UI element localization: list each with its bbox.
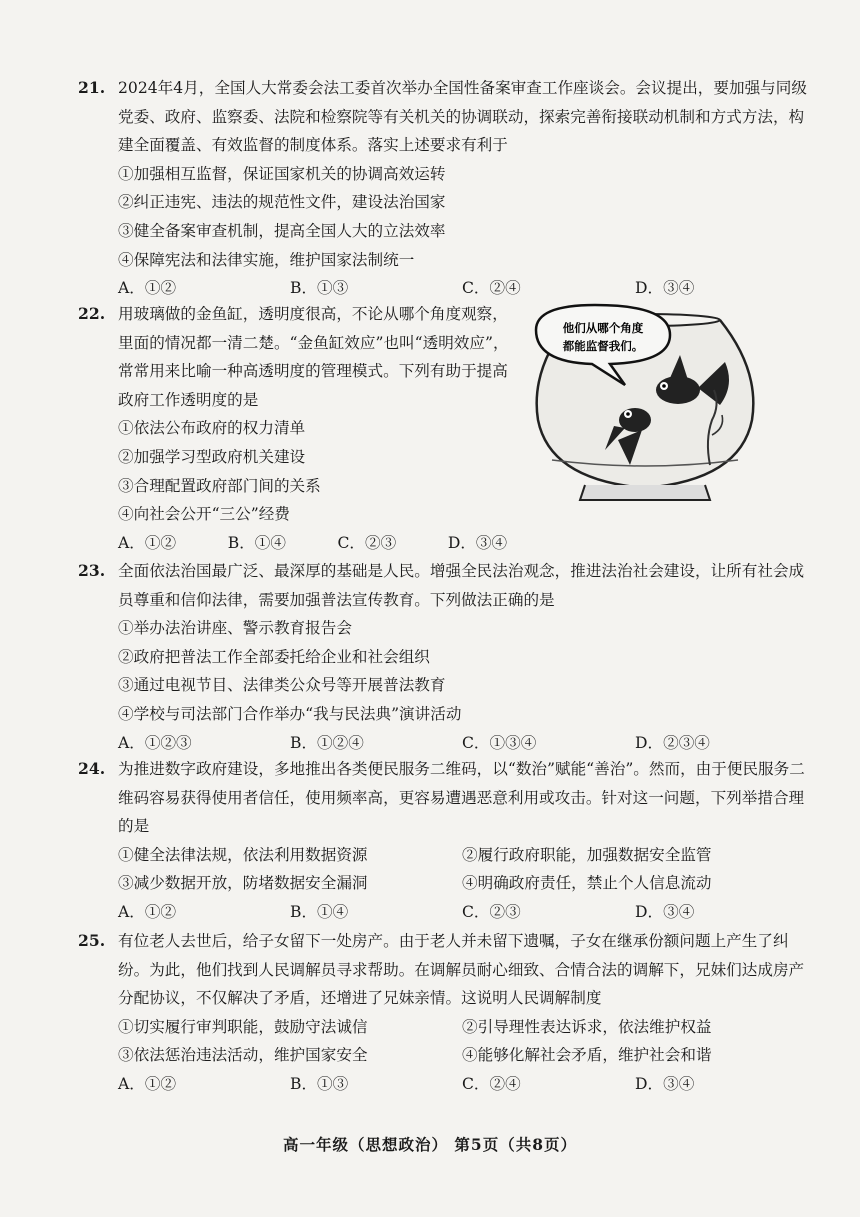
answer-a[interactable]: A．①②③	[118, 733, 192, 752]
answer-b[interactable]: B．①②④	[290, 733, 364, 752]
answer-d[interactable]: D．③④	[635, 1074, 695, 1093]
option-3: ③通过电视节目、法律类公众号等开展普法教育	[118, 676, 446, 695]
answer-d[interactable]: D．②③④	[635, 733, 710, 752]
question-number: 25.	[78, 931, 106, 950]
question-stem: 有位老人去世后，给子女留下一处房产。由于老人并未留下遗嘱，子女在继承份额问题上产生了纠纷。为此，他们找到人民调解员寻求帮助。在调解员耐心细致、合情合法的调解下，兄妹们达成房产分配协议，不仅解决了矛盾，还增进了兄妹亲情。这说明人民调解制度	[118, 932, 805, 1008]
answer-d[interactable]: D．③④	[635, 279, 695, 298]
option-2: ②加强学习型政府机关建设	[118, 447, 306, 466]
question-stem: 2024年4月，全国人大常委会法工委首次举办全国性备案审查工作座谈会。会议提出，要加强与同级党委、政府、监察委、法院和检察院等有关机关的协调联动，探索完善衔接联动机制和方式方法，构建全面覆盖、有效监督的制度体系。落实上述要求有利于	[118, 79, 807, 155]
answer-b[interactable]: B．①③	[290, 1074, 349, 1093]
answer-choices	[118, 1070, 808, 1099]
answer-c[interactable]: C．①③④	[462, 733, 537, 752]
option-1: ①切实履行审判职能，鼓励守法诚信	[118, 1017, 368, 1036]
page-footer: 高一年级（思想政治） 第5页（共8页）	[283, 1135, 577, 1154]
answer-choices	[118, 898, 808, 927]
answer-c[interactable]: C．②④	[462, 279, 521, 298]
answer-d[interactable]: D．③④	[447, 533, 508, 552]
option-3: ③健全备案审查机制，提高全国人大的立法效率	[118, 221, 446, 240]
question-stem: 为推进数字政府建设，多地推出各类便民服务二维码，以“数治”赋能“善治”。然而，由于便民服务二维码容易获得使用者信任，使用频率高，更容易遭遇恶意利用或攻击。针对这一问题，下列举措合理的是	[118, 760, 805, 836]
option-1: ①举办法治讲座、警示教育报告会	[118, 619, 352, 638]
answer-a[interactable]: A．①②	[118, 1074, 177, 1093]
answer-c[interactable]: C．②③	[462, 902, 521, 921]
option-1: ①健全法律法规，依法利用数据资源	[118, 845, 368, 864]
speech-line-1: 他们从哪个角度	[562, 321, 644, 335]
answer-c[interactable]: C．②④	[462, 1074, 521, 1093]
option-3: ③依法惩治违法活动，维护国家安全	[118, 1046, 368, 1065]
question-number: 23.	[78, 561, 106, 580]
option-1: ①加强相互监督，保证国家机关的协调高效运转	[118, 164, 446, 183]
option-4: ④学校与司法部门合作举办“我与民法典”演讲活动	[118, 704, 462, 723]
question-21	[78, 74, 808, 303]
question-25	[78, 927, 808, 1099]
option-3: ③减少数据开放，防堵数据安全漏洞	[118, 874, 368, 893]
answer-a[interactable]: A．①②	[118, 279, 177, 298]
answer-c[interactable]: C．②③	[337, 533, 397, 552]
answer-b[interactable]: B．①③	[290, 279, 349, 298]
option-2: ②引导理性表达诉求，依法维护权益	[462, 1017, 712, 1036]
option-4: ④明确政府责任，禁止个人信息流动	[462, 874, 712, 893]
answer-b[interactable]: B．①④	[290, 902, 349, 921]
speech-line-2: 都能监督我们。	[562, 339, 644, 353]
question-stem: 全面依法治国最广泛、最深厚的基础是人民。增强全民法治观念，推进法治社会建设，让所有社会成员尊重和信仰法律，需要加强普法宣传教育。下列做法正确的是	[118, 562, 805, 609]
option-2: ②纠正违宪、违法的规范性文件，建设法治国家	[118, 193, 446, 212]
option-4: ④向社会公开“三公”经费	[118, 505, 290, 524]
option-4: ④能够化解社会矛盾，维护社会和谐	[462, 1046, 712, 1065]
question-22	[78, 300, 518, 557]
question-23	[78, 557, 808, 757]
answer-a[interactable]: A．①②	[118, 533, 177, 552]
question-number: 22.	[78, 304, 106, 323]
option-2: ②履行政府职能，加强数据安全监管	[462, 845, 712, 864]
answer-b[interactable]: B．①④	[227, 533, 286, 552]
question-stem: 用玻璃做的金鱼缸，透明度很高，不论从哪个角度观察，里面的情况都一清二楚。“金鱼缸效应”也叫“透明效应”，常常用来比喻一种高透明度的管理模式。下列有助于提高政府工作透明度的是	[118, 305, 509, 409]
option-2: ②政府把普法工作全部委托给企业和社会组织	[118, 647, 430, 666]
option-4: ④保障宪法和法律实施，维护国家法制统一	[118, 250, 415, 269]
answer-choices	[118, 529, 518, 558]
question-number: 24.	[78, 759, 106, 778]
question-24	[78, 755, 808, 927]
answer-choices	[118, 729, 808, 758]
option-3: ③合理配置政府部门间的关系	[118, 476, 321, 495]
option-1: ①依法公布政府的权力清单	[118, 419, 306, 438]
fishbowl-cartoon-icon	[530, 300, 760, 510]
answer-d[interactable]: D．③④	[635, 902, 695, 921]
answer-choices	[118, 274, 808, 303]
question-number: 21.	[78, 78, 106, 97]
answer-a[interactable]: A．①②	[118, 902, 177, 921]
